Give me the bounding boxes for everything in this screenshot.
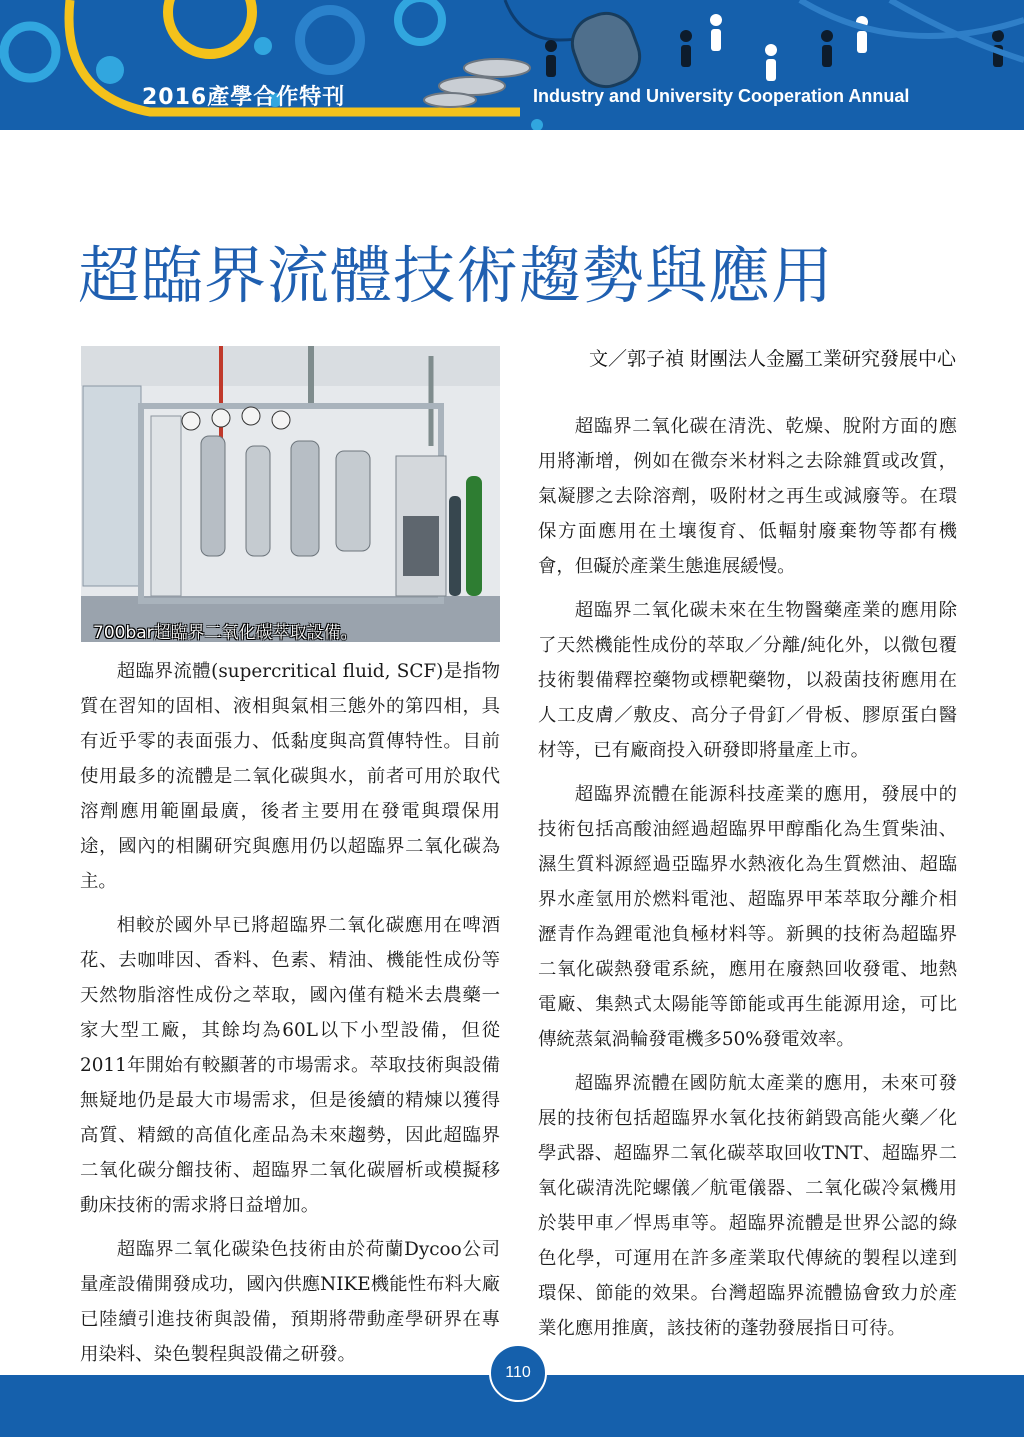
- equipment-illustration: [81, 346, 500, 642]
- photo-caption: 700bar超臨界二氧化碳萃取設備。: [93, 623, 358, 642]
- coin-icon: [424, 59, 530, 107]
- equipment-photo: [81, 346, 500, 642]
- article-title: 超臨界流體技術趨勢與應用: [78, 239, 835, 312]
- paragraph: 超臨界流體在能源科技產業的應用，發展中的技術包括高酸油經過超臨界甲醇酯化為生質柴油、濕生質料源經過亞臨界水熱液化為生質燃油、超臨界水產氫用於燃料電池、超臨界甲苯萃取分離介相瀝青作為鋰電池負極材料等。新興的技術為超臨界二氧化碳熱發電系統，應用在廢熱回收發電、地熱電廠、集熱式太陽能等節能或再生能源用途，可比傳統蒸氣渦輪發電機多50%發電效率。: [538, 784, 957, 1050]
- mouse-icon: [505, 0, 647, 94]
- page-number: 110: [489, 1344, 547, 1402]
- paragraph: 超臨界流體在國防航太產業的應用，未來可發展的技術包括超臨界水氧化技術銷毀高能火藥／化學武器、超臨界二氧化碳萃取回收TNT、超臨界二氧化碳清洗陀螺儀／航電儀器、二氧化碳冷氣機用於裝甲車／悍馬車等。超臨界流體是世界公認的綠色化學，可運用在許多產業取代傳統的製程以達到環保、節能的效果。台灣超臨界流體協會致力於產業化應用推廣，該技術的蓬勃發展指日可待。: [538, 1073, 957, 1339]
- arc-decoration: [890, 0, 1024, 60]
- byline: 文／郭子禎 財團法人金屬工業研究發展中心: [588, 348, 956, 370]
- header-banner: [0, 0, 1024, 130]
- paragraph: 超臨界二氧化碳染色技術由於荷蘭Dycoo公司量產設備開發成功，國內供應NIKE機能性布料大廠已陸續引進技術與設備，預期將帶動產學研界在專用染料、染色製程與設備之研發。: [80, 1239, 500, 1365]
- right-column: [538, 409, 957, 1355]
- dot-icon: [531, 119, 543, 130]
- dot-icon: [254, 37, 272, 55]
- paragraph: 超臨界流體(supercritical fluid, SCF)是指物質在習知的固相、液相與氣相三態外的第四相，具有近乎零的表面張力、低黏度與高質傳特性。目前使用最多的流體是二氧化碳與水，前者可用於取代溶劑應用範圍最廣，後者主要用在發電與環保用途，國內的相關研究與應用仍以超臨界二氧化碳為主。: [80, 661, 500, 892]
- arc-decoration: [800, 0, 1024, 36]
- paragraph: 超臨界二氧化碳未來在生物醫藥產業的應用除了天然機能性成份的萃取／分離/純化外，以微包覆技術製備釋控藥物或標靶藥物，以殺菌技術應用在人工皮膚／敷皮、高分子骨釘／骨板、膠原蛋白醫材等，已有廠商投入研發即將量產上市。: [538, 600, 957, 761]
- paragraph: 超臨界二氧化碳在清洗、乾燥、脫附方面的應用將漸增，例如在微奈米材料之去除雜質或改質，氣凝膠之去除溶劑，吸附材之再生或減廢等。在環保方面應用在土壤復育、低輻射廢棄物等都有機會，但礙於產業生態進展緩慢。: [538, 416, 957, 577]
- left-column: [80, 654, 500, 1381]
- yellow-ring: [168, 0, 252, 54]
- publication-title-cn: 2016產學合作特刊: [142, 85, 346, 110]
- paragraph: 相較於國外早已將超臨界二氧化碳應用在啤酒花、去咖啡因、香料、色素、精油、機能性成份等天然物脂溶性成份之萃取，國內僅有糙米去農藥一家大型工廠，其餘均為60L以下小型設備，但從2011年開始有較顯著的市場需求。萃取技術與設備無疑地仍是最大市場需求，但是後續的精煉以獲得高質、精緻的高值化產品為未來趨勢，因此超臨界二氧化碳分餾技術、超臨界二氧化碳層析或模擬移動床技術的需求將日益增加。: [80, 915, 500, 1216]
- publication-title-en: Industry and University Cooperation Annual: [533, 86, 910, 106]
